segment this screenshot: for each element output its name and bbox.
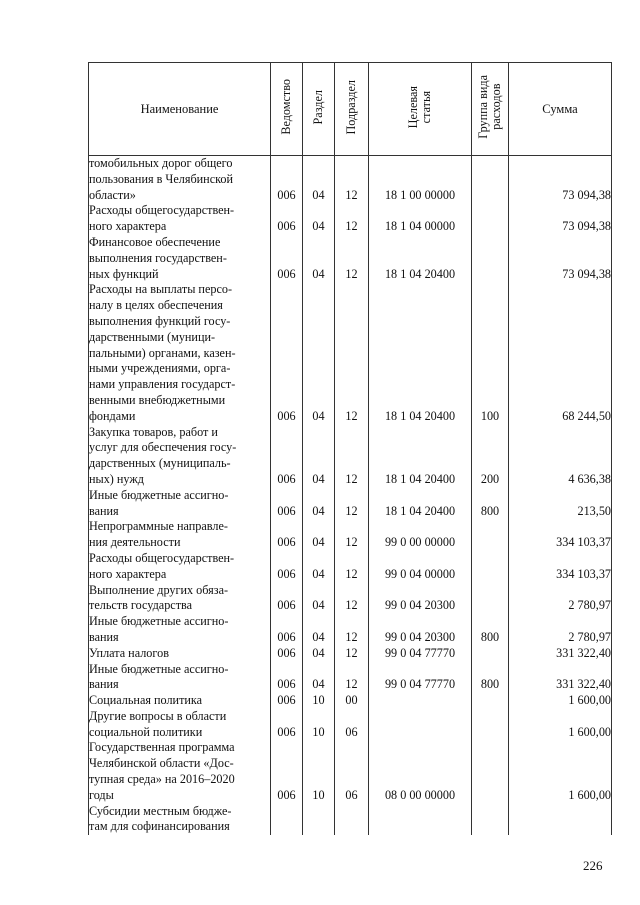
row-celevaya: 18 1 04 20400: [369, 282, 472, 424]
header-vedomstvo: Ведомство: [271, 63, 303, 156]
row-gruppa: 800: [472, 488, 509, 520]
table-body: [89, 156, 612, 836]
row-name-line: нами управления государст-: [89, 377, 236, 392]
row-name-cell: [89, 693, 271, 709]
row-podrazdel: 06: [335, 709, 369, 741]
row-razdel: 04: [303, 551, 335, 583]
row-name-line: фондами: [89, 408, 136, 423]
row-name-line: годы: [89, 787, 114, 802]
row-vedomstvo: [271, 804, 303, 836]
row-razdel: 04: [303, 583, 335, 615]
row-vedomstvo: 006: [271, 156, 303, 204]
table-row: [89, 551, 612, 583]
row-summa: 2 780,97: [509, 583, 612, 615]
row-name-line: услуг для обеспечения госу-: [89, 440, 237, 455]
row-razdel: 04: [303, 519, 335, 551]
row-gruppa: [472, 583, 509, 615]
table-row: [89, 282, 612, 424]
table-row: [89, 583, 612, 615]
row-name-line: области»: [89, 187, 136, 202]
row-celevaya: 99 0 04 20300: [369, 583, 472, 615]
row-razdel: 04: [303, 282, 335, 424]
row-name-line: Непрограммные направле-: [89, 519, 228, 534]
row-name-cell: [89, 488, 271, 520]
row-summa: 73 094,38: [509, 235, 612, 282]
row-podrazdel: 12: [335, 583, 369, 615]
row-name-line: там для софинансирования: [89, 819, 230, 834]
row-podrazdel: 06: [335, 740, 369, 803]
row-celevaya: 99 0 04 20300: [369, 614, 472, 646]
row-name-line: вания: [89, 629, 119, 644]
row-gruppa: 800: [472, 662, 509, 694]
row-gruppa: [472, 203, 509, 235]
row-name-line: пользования в Челябинской: [89, 171, 234, 186]
row-vedomstvo: 006: [271, 551, 303, 583]
row-name-line: ния деятельности: [89, 535, 181, 550]
row-name-cell: [89, 519, 271, 551]
row-name-line: Выполнение других обяза-: [89, 582, 229, 597]
row-summa: 1 600,00: [509, 709, 612, 741]
row-podrazdel: 12: [335, 156, 369, 204]
table-row: [89, 693, 612, 709]
row-podrazdel: 12: [335, 235, 369, 282]
row-name-cell: [89, 662, 271, 694]
header-gruppa: Группа вида расходов: [472, 63, 509, 156]
row-vedomstvo: 006: [271, 646, 303, 662]
row-celevaya: 99 0 00 00000: [369, 519, 472, 551]
row-name-line: дарственных (муниципаль-: [89, 456, 231, 471]
row-vedomstvo: 006: [271, 282, 303, 424]
row-name-line: Челябинской области «Дос-: [89, 756, 234, 771]
row-razdel: 04: [303, 425, 335, 488]
row-name-line: Иные бюджетные ассигно-: [89, 487, 229, 502]
row-razdel: 04: [303, 203, 335, 235]
row-summa: 4 636,38: [509, 425, 612, 488]
row-celevaya: 18 1 04 00000: [369, 203, 472, 235]
row-name-cell: [89, 282, 271, 424]
row-name-line: Расходы общегосударствен-: [89, 550, 235, 565]
row-podrazdel: 12: [335, 488, 369, 520]
row-name-line: Субсидии местным бюдже-: [89, 803, 232, 818]
row-podrazdel: 12: [335, 203, 369, 235]
header-celevaya: Целевая статья: [369, 63, 472, 156]
row-name-line: пальными) органами, казен-: [89, 345, 236, 360]
row-gruppa: [472, 519, 509, 551]
row-summa: 1 600,00: [509, 693, 612, 709]
row-name-line: ными учреждениями, орга-: [89, 361, 231, 376]
table-row: [89, 156, 612, 204]
row-podrazdel: 12: [335, 662, 369, 694]
row-name-line: налу в целях обеспечения: [89, 298, 223, 313]
table-row: [89, 425, 612, 488]
row-summa: 1 600,00: [509, 740, 612, 803]
row-vedomstvo: 006: [271, 519, 303, 551]
row-name-cell: [89, 425, 271, 488]
row-celevaya: 18 1 00 00000: [369, 156, 472, 204]
row-gruppa: [472, 646, 509, 662]
row-gruppa: [472, 693, 509, 709]
row-name-line: Иные бюджетные ассигно-: [89, 661, 229, 676]
row-podrazdel: 12: [335, 519, 369, 551]
row-name-cell: [89, 583, 271, 615]
table-row: [89, 488, 612, 520]
header-name: Наименование: [89, 63, 271, 156]
table-row: [89, 709, 612, 741]
row-summa: 73 094,38: [509, 203, 612, 235]
row-summa: 331 322,40: [509, 646, 612, 662]
row-name-cell: [89, 709, 271, 741]
row-podrazdel: 12: [335, 282, 369, 424]
header-summa: Сумма: [509, 63, 612, 156]
row-vedomstvo: 006: [271, 662, 303, 694]
row-celevaya: 99 0 04 77770: [369, 646, 472, 662]
row-razdel: 10: [303, 693, 335, 709]
table-row: [89, 662, 612, 694]
row-name-cell: [89, 551, 271, 583]
table-row: [89, 804, 612, 836]
row-name-cell: [89, 614, 271, 646]
row-name-line: выполнения функций госу-: [89, 313, 231, 328]
row-name-line: ных функций: [89, 266, 159, 281]
row-summa: 334 103,37: [509, 551, 612, 583]
row-razdel: 04: [303, 235, 335, 282]
table-row: [89, 646, 612, 662]
row-razdel: 04: [303, 488, 335, 520]
row-vedomstvo: 006: [271, 425, 303, 488]
row-gruppa: [472, 740, 509, 803]
row-celevaya: 18 1 04 20400: [369, 425, 472, 488]
row-name-line: Расходы общегосударствен-: [89, 203, 235, 218]
row-vedomstvo: 006: [271, 583, 303, 615]
row-summa: 2 780,97: [509, 614, 612, 646]
row-vedomstvo: 006: [271, 709, 303, 741]
budget-table: [88, 62, 612, 835]
row-razdel: [303, 804, 335, 836]
row-razdel: 10: [303, 740, 335, 803]
row-name-cell: [89, 740, 271, 803]
row-celevaya: 18 1 04 20400: [369, 488, 472, 520]
row-razdel: 10: [303, 709, 335, 741]
row-name-line: Государственная программа: [89, 740, 235, 755]
row-podrazdel: 12: [335, 646, 369, 662]
row-razdel: 04: [303, 614, 335, 646]
table-row: [89, 740, 612, 803]
row-name-cell: [89, 804, 271, 836]
row-podrazdel: 12: [335, 551, 369, 583]
row-name-line: вания: [89, 677, 119, 692]
row-name-line: Уплата налогов: [89, 645, 169, 660]
row-name-cell: [89, 235, 271, 282]
row-gruppa: [472, 709, 509, 741]
row-gruppa: 800: [472, 614, 509, 646]
row-podrazdel: [335, 804, 369, 836]
row-name-line: Иные бюджетные ассигно-: [89, 614, 229, 629]
row-gruppa: [472, 551, 509, 583]
row-vedomstvo: 006: [271, 488, 303, 520]
row-name-line: томобильных дорог общего: [89, 156, 233, 170]
row-vedomstvo: 006: [271, 693, 303, 709]
row-gruppa: 200: [472, 425, 509, 488]
table-header-row: [89, 63, 612, 156]
row-celevaya: 08 0 00 00000: [369, 740, 472, 803]
row-name-line: ного характера: [89, 566, 167, 581]
row-vedomstvo: 006: [271, 614, 303, 646]
row-name-line: Закупка товаров, работ и: [89, 424, 218, 439]
row-name-line: выполнения государствен-: [89, 250, 227, 265]
row-podrazdel: 12: [335, 614, 369, 646]
row-name-line: Социальная политика: [89, 693, 203, 708]
row-vedomstvo: 006: [271, 740, 303, 803]
row-gruppa: [472, 156, 509, 204]
row-summa: 68 244,50: [509, 282, 612, 424]
row-name-line: Другие вопросы в области: [89, 708, 227, 723]
row-podrazdel: 00: [335, 693, 369, 709]
row-razdel: 04: [303, 646, 335, 662]
row-razdel: 04: [303, 662, 335, 694]
row-vedomstvo: 006: [271, 203, 303, 235]
table-row: [89, 614, 612, 646]
table-row: [89, 235, 612, 282]
row-name-line: ных) нужд: [89, 471, 144, 486]
table-row: [89, 203, 612, 235]
row-gruppa: [472, 235, 509, 282]
row-celevaya: 18 1 04 20400: [369, 235, 472, 282]
row-summa: 213,50: [509, 488, 612, 520]
row-name-cell: [89, 203, 271, 235]
row-name-line: венными внебюджетными: [89, 392, 226, 407]
page-number: 226: [583, 858, 603, 873]
row-celevaya: 99 0 04 77770: [369, 662, 472, 694]
row-gruppa: [472, 804, 509, 836]
row-celevaya: [369, 804, 472, 836]
table-row: [89, 519, 612, 551]
row-razdel: 04: [303, 156, 335, 204]
row-vedomstvo: 006: [271, 235, 303, 282]
row-celevaya: [369, 693, 472, 709]
row-name-line: тельств государства: [89, 598, 193, 613]
row-summa: 334 103,37: [509, 519, 612, 551]
row-podrazdel: 12: [335, 425, 369, 488]
row-name-cell: [89, 646, 271, 662]
row-gruppa: 100: [472, 282, 509, 424]
row-celevaya: 99 0 04 00000: [369, 551, 472, 583]
row-name-line: Расходы на выплаты персо-: [89, 282, 233, 297]
row-name-cell: [89, 156, 271, 204]
header-razdel: Раздел: [303, 63, 335, 156]
row-celevaya: [369, 709, 472, 741]
row-name-line: вания: [89, 503, 119, 518]
row-name-line: социальной политики: [89, 724, 203, 739]
row-summa: 331 322,40: [509, 662, 612, 694]
row-name-line: Финансовое обеспечение: [89, 234, 221, 249]
row-summa: [509, 804, 612, 836]
row-name-line: ного характера: [89, 219, 167, 234]
row-name-line: дарственными (муници-: [89, 329, 216, 344]
header-podrazdel: Подраздел: [335, 63, 369, 156]
row-name-line: тупная среда» на 2016–2020: [89, 772, 235, 787]
row-summa: 73 094,38: [509, 156, 612, 204]
